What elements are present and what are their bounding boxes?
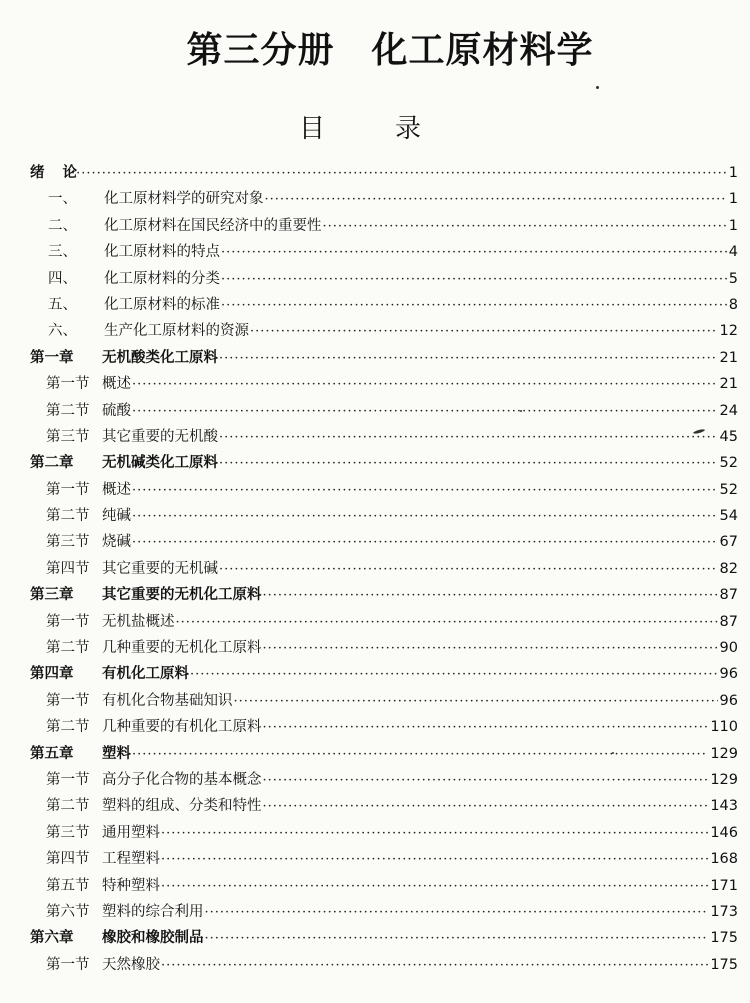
toc-entry-title: 塑料的综合利用 [102,903,204,920]
paper-speck [612,752,614,754]
toc-entry-number: 第三节 [46,824,90,841]
toc-entry [30,793,738,819]
toc-entry [30,714,738,740]
toc-entry-page: 82 [719,560,738,577]
toc-leader-dots [132,530,718,556]
toc-entry-page: 4 [728,244,738,261]
toc-entry [30,661,738,687]
toc-entry-number: 第二节 [46,798,90,815]
toc-entry [30,424,738,450]
toc-entry-number: 第二节 [46,640,90,657]
toc-entry [30,239,738,265]
toc-leader-dots [161,874,708,900]
toc-entry [30,450,738,476]
toc-entry [30,820,738,846]
toc-entry-page: 1 [728,217,738,234]
toc-entry [30,371,738,397]
toc-entry-page: 96 [719,692,738,709]
toc-leader-dots [265,187,727,213]
toc-entry-title: 化工原材料在国民经济中的重要性 [104,217,322,234]
toc-entry-title: 有机化工原料 [102,665,189,683]
toc-entry-number: 第一节 [46,692,90,709]
toc-leader-dots [221,267,727,293]
toc-entry-number: 第五节 [46,877,90,894]
toc-entry-title: 塑料的组成、分类和特性 [102,798,262,815]
toc-entry-number: 第二节 [46,402,90,419]
toc-entry-number: 一、 [48,191,77,208]
toc-leader-dots [234,689,718,715]
toc-entry-title: 有机化合物基础知识 [102,692,233,709]
toc-entry-number: 第三节 [46,428,90,445]
toc-entry [30,477,738,503]
toc-entry-number: 第一节 [46,956,90,973]
toc-entry [30,529,738,555]
toc-entry-number: 四、 [48,270,77,287]
toc-leader-dots [132,372,718,398]
toc-entry-title: 化工原材料学的研究对象 [104,191,264,208]
toc-entry-page: 173 [710,903,738,920]
toc-entry-title: 无机酸类化工原料 [102,348,218,366]
toc-entry-title: 几种重要的有机化工原料 [102,719,262,736]
toc-entry-title: 无机盐概述 [102,613,175,630]
toc-leader-dots [219,557,718,583]
toc-entry-title: 塑料 [102,744,131,762]
toc-entry-page: 67 [719,534,738,551]
toc-entry-page: 146 [710,824,738,841]
toc-leader-dots [323,214,727,240]
toc-entry-page: 52 [719,455,738,472]
toc-entry-number: 第六章 [30,929,74,947]
toc-leader-dots [132,399,718,425]
toc-leader-dots [263,583,718,609]
toc-entry-number: 第四节 [46,560,90,577]
toc-entry [30,635,738,661]
toc-entry [30,688,738,714]
toc-entry-page: 171 [710,877,738,894]
toc-leader-dots [205,900,709,926]
toc-entry-title: 概述 [102,376,131,393]
toc-entry [30,952,738,978]
toc-entry [30,318,738,344]
toc-leader-dots [161,953,708,979]
toc-entry-page: 5 [728,270,738,287]
toc-leader-dots [161,847,708,873]
toc-entry-number: 第四节 [46,851,90,868]
toc-entry-title: 通用塑料 [102,824,160,841]
toc-entry-title: 化工原材料的分类 [104,270,220,287]
toc-entry-title: 生产化工原材料的资源 [104,323,249,340]
toc-entry-title: 特种塑料 [102,877,160,894]
toc-entry-number: 第三章 [30,586,74,604]
toc-entry-page: 1 [728,165,738,181]
toc-entry-title: 化工原材料的标准 [104,296,220,313]
toc-entry [30,266,738,292]
toc-leader-dots [132,478,718,504]
toc-entry-title: 烧碱 [102,534,131,551]
toc-entry [30,213,738,239]
toc-entry-page: 54 [719,508,738,525]
toc-entry [30,767,738,793]
toc-entry-number: 第一节 [46,771,90,788]
toc-entry [30,186,738,212]
toc-entry-page: 24 [719,402,738,419]
toc-entry [30,292,738,318]
toc-leader-dots [132,742,708,768]
toc-leader-dots [263,794,709,820]
toc-entry-page: 87 [719,587,738,604]
toc-entry-title: 橡胶和橡胶制品 [102,929,204,947]
toc-leader-dots [219,451,718,477]
toc-entry [30,582,738,608]
toc-entry-title: 概述 [102,481,131,498]
toc-entry-page: 129 [710,771,738,788]
toc-entry-title: 工程塑料 [102,851,160,868]
toc-entry-page: 8 [728,296,738,313]
toc-entry-title: 硫酸 [102,402,131,419]
toc-entry-number: 绪论 [30,164,95,181]
toc-entry-number: 第一章 [30,348,74,366]
toc-entry-title: 其它重要的无机化工原料 [102,586,262,604]
toc-entry-title: 天然橡胶 [102,956,160,973]
toc-entry-page: 143 [710,798,738,815]
toc-entry-number: 第六节 [46,903,90,920]
toc-entry-number: 五、 [48,296,77,313]
toc-entry-page: 45 [719,428,738,445]
toc-entry-page: 129 [710,745,738,762]
toc-entry-page: 90 [719,640,738,657]
toc-entry-page: 110 [710,719,738,736]
toc-entry-number: 第二节 [46,508,90,525]
toc-leader-dots [190,662,718,688]
toc-entry [30,556,738,582]
toc-entry [30,899,738,925]
page-title: 第三分册 化工原材料学 [186,29,594,71]
toc-entry-page: 96 [719,666,738,683]
toc-heading: 目录 [298,114,491,144]
paper-speck [596,86,599,89]
toc-leader-dots [176,610,718,636]
toc-entry-number: 六、 [48,323,77,340]
toc-leader-dots [263,636,718,662]
paper-speck [520,410,522,412]
toc-entry-page: 168 [710,851,738,868]
toc-entry-number: 第五章 [30,744,74,762]
toc-entry-number: 第一节 [46,613,90,630]
toc-leader-dots [219,346,718,372]
toc-leader-dots [132,504,718,530]
toc-entry-title: 化工原材料的特点 [104,244,220,261]
toc-leader-dots [250,319,718,345]
toc-entry-title: 其它重要的无机酸 [102,428,218,445]
toc-entry [30,160,738,186]
toc-entry-page: 1 [728,191,738,208]
toc-entry-title: 无机碱类化工原料 [102,454,218,472]
toc-entry [30,873,738,899]
toc-entry [30,398,738,424]
toc-entry-number: 第一节 [46,376,90,393]
table-of-contents [30,160,738,978]
toc-entry-title: 纯碱 [102,508,131,525]
toc-leader-dots [161,821,708,847]
toc-entry-number: 第二节 [46,719,90,736]
toc-entry-number: 第四章 [30,665,74,683]
toc-entry-title: 其它重要的无机碱 [102,560,218,577]
toc-entry [30,345,738,371]
toc-entry [30,741,738,767]
toc-entry-page: 87 [719,613,738,630]
toc-entry-page: 52 [719,481,738,498]
toc-entry-page: 21 [719,376,738,393]
toc-entry-number: 第一节 [46,481,90,498]
toc-entry [30,846,738,872]
toc-leader-dots [221,293,727,319]
toc-leader-dots [221,240,727,266]
toc-entry-number: 第二章 [30,454,74,472]
toc-entry [30,503,738,529]
toc-leader-dots [263,715,709,741]
toc-entry [30,925,738,951]
toc-entry-number: 二、 [48,217,77,234]
toc-entry-page: 21 [719,349,738,366]
toc-entry-page: 12 [719,323,738,340]
toc-entry-page: 175 [710,930,738,947]
toc-entry-number: 三、 [48,244,77,261]
toc-entry-page: 175 [710,956,738,973]
toc-entry-title: 几种重要的无机化工原料 [102,640,262,657]
toc-entry [30,609,738,635]
toc-entry-number: 第三节 [46,534,90,551]
toc-entry-title: 高分子化合物的基本概念 [102,771,262,788]
toc-leader-dots [219,425,718,451]
toc-leader-dots [263,768,709,794]
toc-leader-dots [205,926,709,952]
toc-leader-dots [71,161,727,187]
